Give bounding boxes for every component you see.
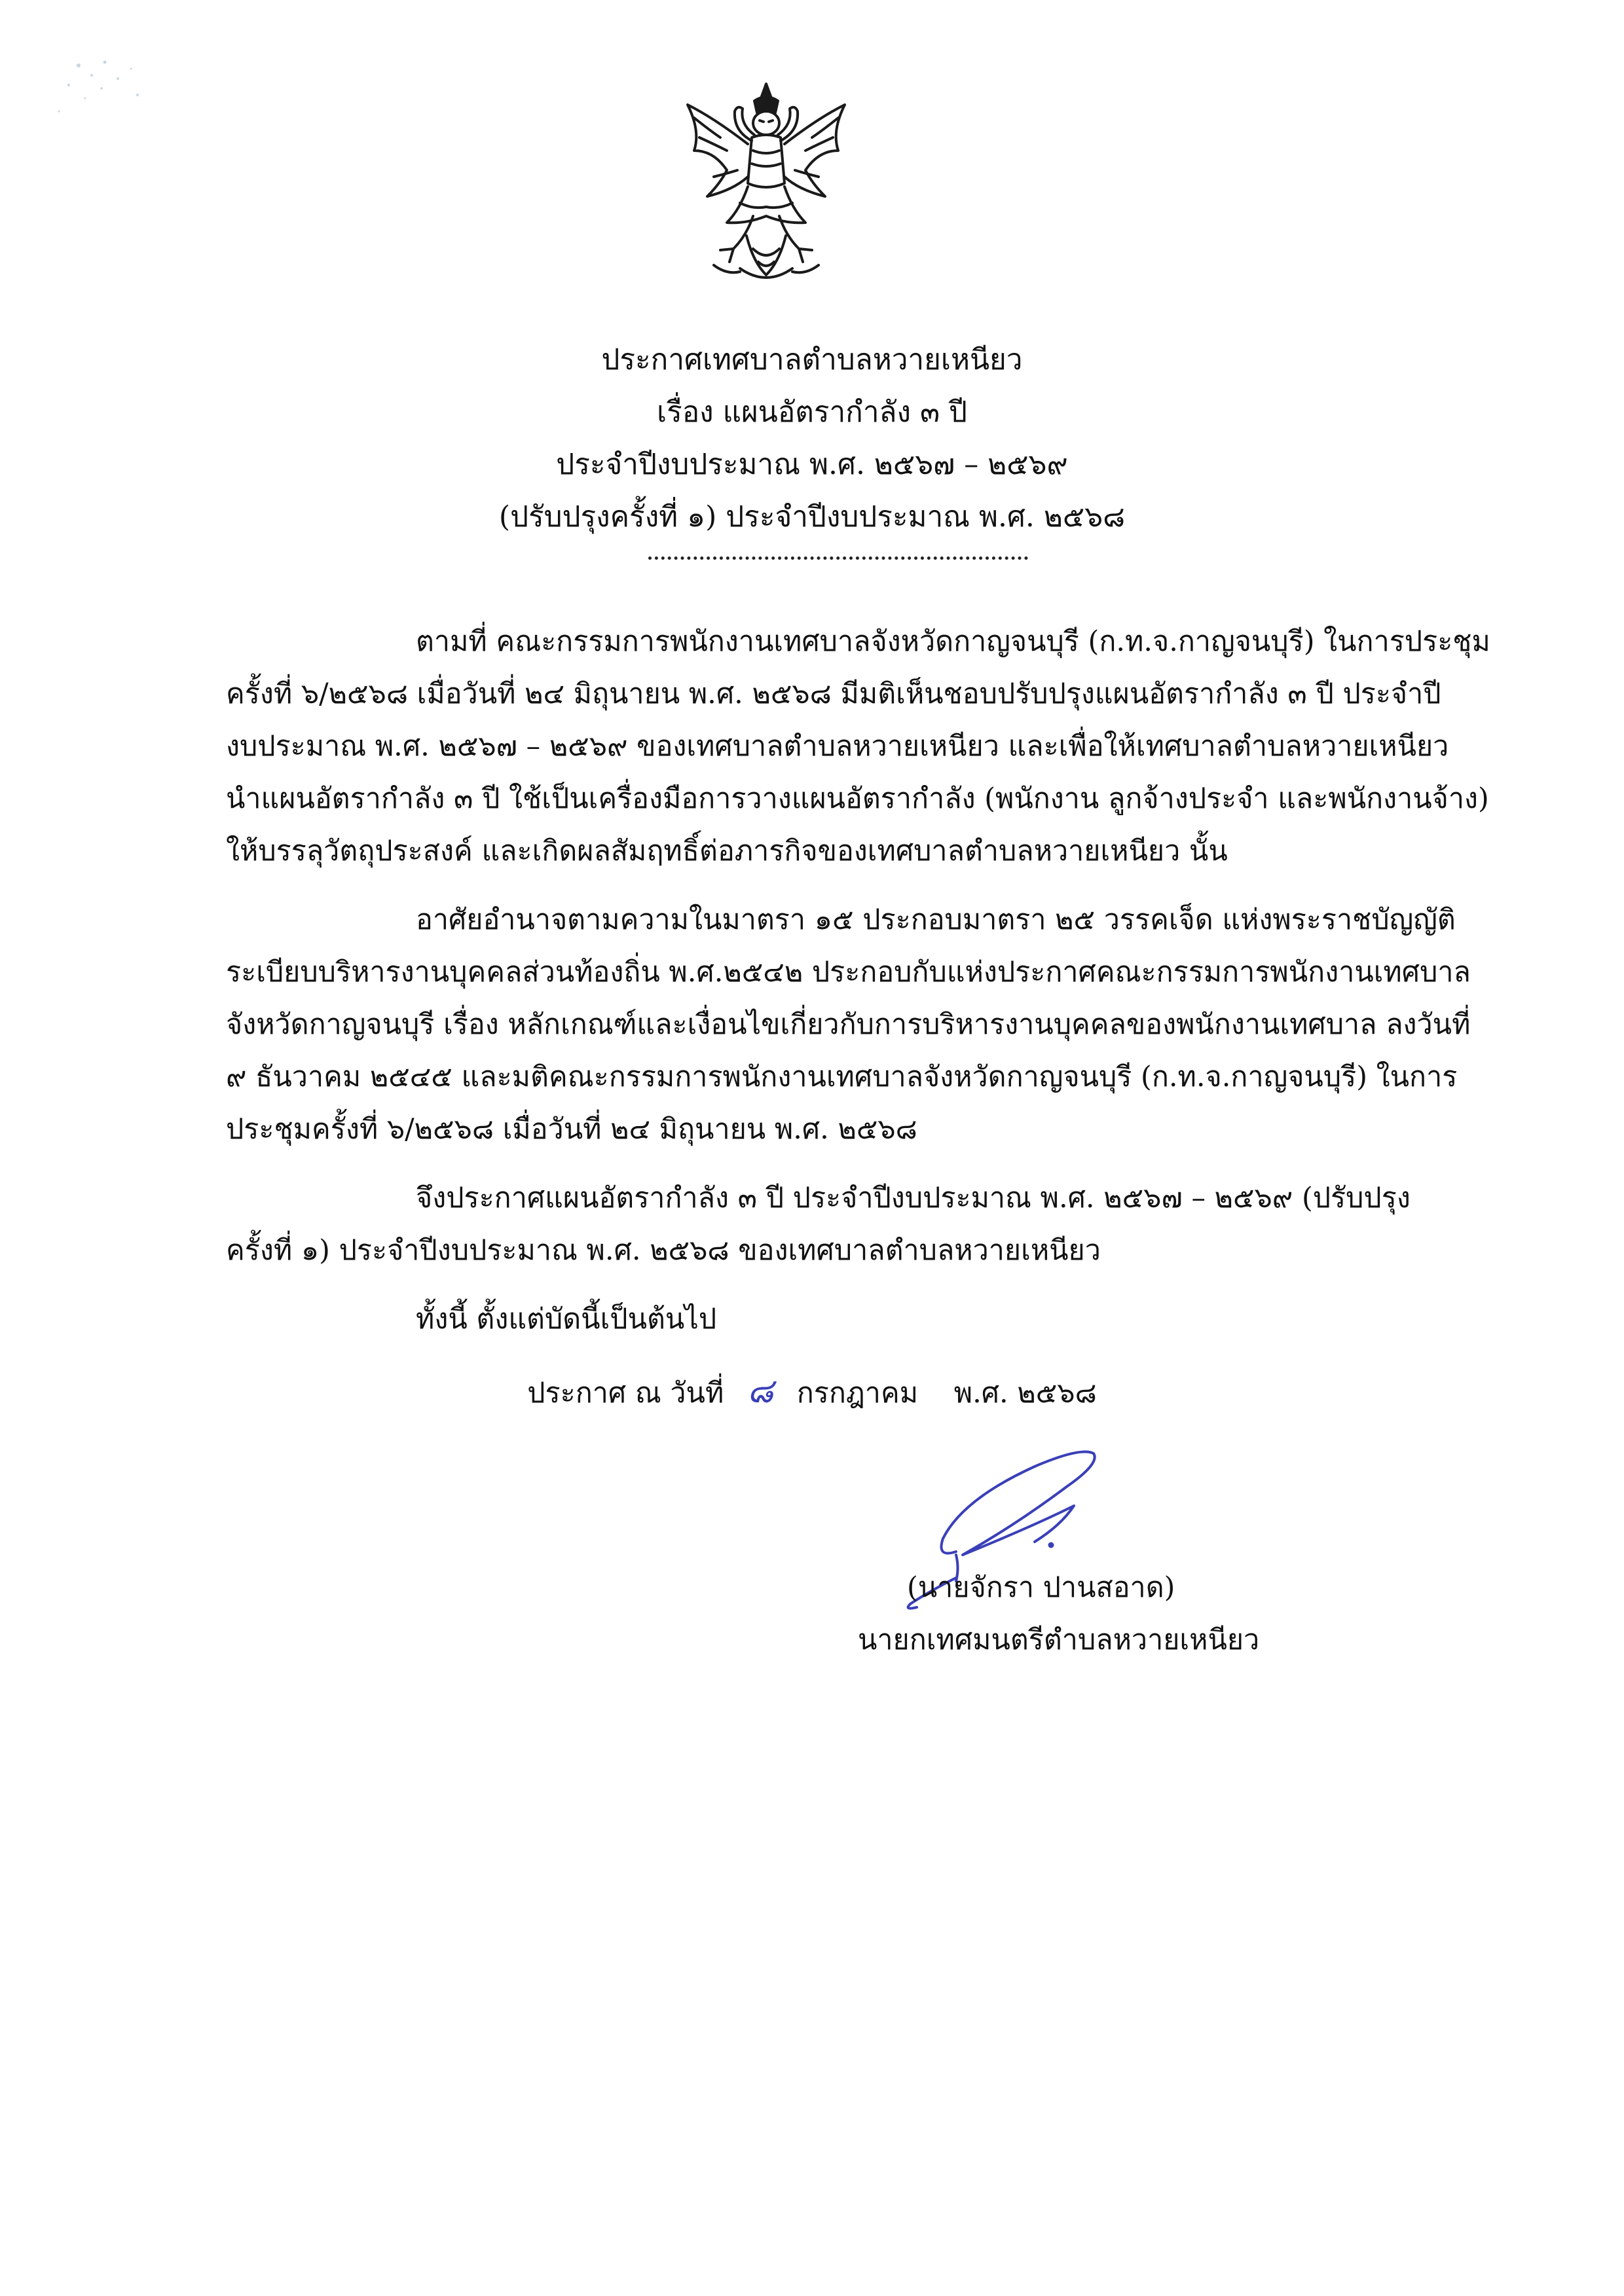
- paragraph1-line5: ให้บรรลุวัตถุประสงค์ และเกิดผลสัมฤทธิ์ต่อภารกิจของเทศบาลตำบลหวายเหนียว นั้น: [226, 835, 1228, 867]
- announcement-subject: เรื่อง แผนอัตรากำลัง ๓ ปี: [657, 395, 967, 429]
- paragraph2-line2: ระเบียบบริหารงานบุคคลส่วนท้องถิ่น พ.ศ.๒๕๔๒ ประกอบกับแห่งประกาศคณะกรรมการพนักงานเทศบาล: [226, 956, 1471, 989]
- paragraph2-line1: อาศัยอำนาจตามความในมาตรา ๑๕ ประกอบมาตรา ๒๕ วรรคเจ็ด แห่งพระราชบัญญัติ: [416, 903, 1456, 936]
- paragraph3-line1: จึงประกาศแผนอัตรากำลัง ๓ ปี ประจำปีงบประมาณ พ.ศ. ๒๕๖๗ – ๒๕๖๙ (ปรับปรุง: [416, 1182, 1411, 1214]
- signer-name: (นายจักรา ปานสอาด): [907, 1571, 1175, 1604]
- date-prefix: ประกาศ ณ วันที่: [527, 1377, 724, 1410]
- header-dotted-divider: [648, 556, 1028, 560]
- announcement-date: [0, 1372, 1624, 1413]
- paragraph2-line5: ประชุมครั้งที่ ๖/๒๕๖๘ เมื่อวันที่ ๒๔ มิถุนายน พ.ศ. ๒๕๖๘: [226, 1113, 917, 1146]
- garuda-emblem-icon: [674, 79, 858, 295]
- signer-title: นายกเทศมนตรีตำบลหวายเหนียว: [858, 1624, 1260, 1656]
- paragraph1-line2: ครั้งที่ ๖/๒๕๖๘ เมื่อวันที่ ๒๔ มิถุนายน พ.ศ. ๒๕๖๘ มีมติเห็นชอบปรับปรุงแผนอัตรากำลัง ๓ ปี ประจำปี: [226, 678, 1441, 710]
- effective-clause: ทั้งนี้ ตั้งแต่บัดนี้เป็นต้นไป: [416, 1303, 717, 1336]
- paragraph1-line1: ตามที่ คณะกรรมการพนักงานเทศบาลจังหวัดกาญจนบุรี (ก.ท.จ.กาญจนบุรี) ในการประชุม: [416, 625, 1490, 658]
- date-day-handwritten: ๘: [747, 1372, 774, 1411]
- paragraph2-line4: ๙ ธันวาคม ๒๕๔๕ และมติคณะกรรมการพนักงานเทศบาลจังหวัดกาญจนบุรี (ก.ท.จ.กาญจนบุรี) ในการ: [226, 1061, 1458, 1093]
- announcement-revision: (ปรับปรุงครั้งที่ ๑) ประจำปีงบประมาณ พ.ศ. ๒๕๖๘: [498, 500, 1126, 534]
- announcement-title: ประกาศเทศบาลตำบลหวายเหนียว: [601, 343, 1023, 376]
- paragraph1-line4: นำแผนอัตรากำลัง ๓ ปี ใช้เป็นเครื่องมือการวางแผนอัตรากำลัง (พนักงาน ลูกจ้างประจำ และพนักงานจ้าง): [226, 782, 1489, 815]
- date-year: พ.ศ. ๒๕๖๘: [953, 1377, 1097, 1410]
- announcement-fiscal-period: ประจำปีงบประมาณ พ.ศ. ๒๕๖๗ – ๒๕๖๙: [556, 448, 1068, 481]
- date-month: กรกฎาคม: [796, 1377, 919, 1410]
- paragraph2-line3: จังหวัดกาญจนบุรี เรื่อง หลักเกณฑ์และเงื่อนไขเกี่ยวกับการบริหารงานบุคคลของพนักงานเทศบาล ลงวันที่: [226, 1008, 1471, 1041]
- scan-speck-mark: [39, 39, 170, 144]
- paragraph1-line3: งบประมาณ พ.ศ. ๒๕๖๗ – ๒๕๖๙ ของเทศบาลตำบลหวายเหนียว และเพื่อให้เทศบาลตำบลหวายเหนียว: [226, 730, 1449, 763]
- paragraph3-line2: ครั้งที่ ๑) ประจำปีงบประมาณ พ.ศ. ๒๕๖๘ ของเทศบาลตำบลหวายเหนียว: [226, 1234, 1101, 1267]
